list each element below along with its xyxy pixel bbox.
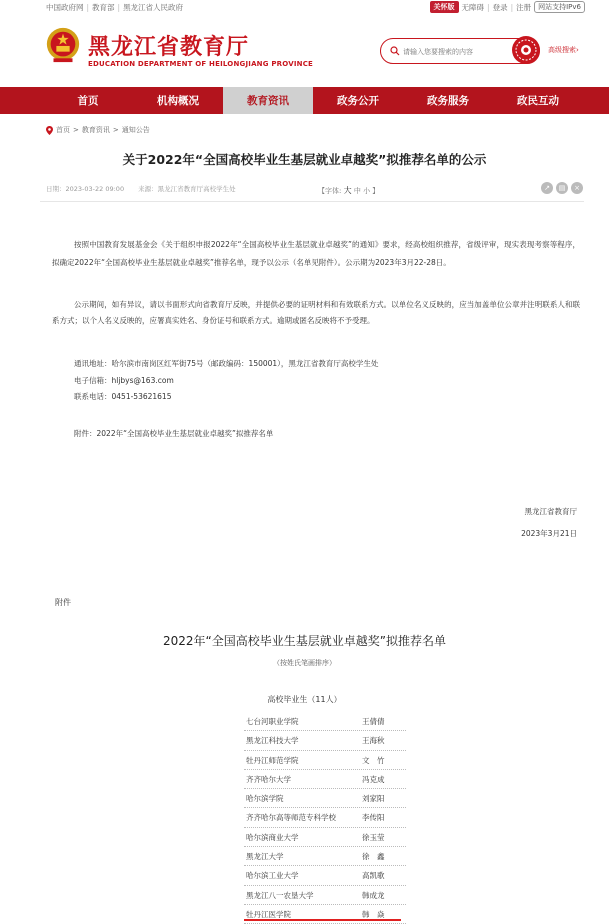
school-cell: 哈尔滨工业大学 xyxy=(246,871,299,881)
register-link[interactable]: 注册 xyxy=(516,2,532,12)
nav-item-services[interactable]: 政务服务 xyxy=(427,95,469,107)
attachment-note[interactable]: 附件：2022年“全国高校毕业生基层就业卓越奖”拟推荐名单 xyxy=(74,429,274,438)
attachment-label: 附件 xyxy=(55,598,71,607)
search-input[interactable] xyxy=(403,44,503,59)
name-cell: 文 竹 xyxy=(362,755,385,765)
site-title[interactable]: 黑龙江省教育厅 xyxy=(88,34,250,60)
chevron-right-icon: > xyxy=(112,126,119,134)
nav-item-gov-affairs[interactable]: 政务公开 xyxy=(337,95,379,107)
contact-address: 通讯地址：哈尔滨市南岗区红军街75号（邮政编码：150001），黑龙江省教育厅高校学生处 xyxy=(74,359,379,368)
site-title-en: EDUCATION DEPARTMENT OF HEILONGJIANG PROVINCE xyxy=(88,60,314,68)
table-row xyxy=(244,808,406,827)
location-pin-icon xyxy=(46,126,53,135)
accessibility-link[interactable]: 无障碍 xyxy=(461,2,485,12)
name-cell: 王倩倩 xyxy=(362,717,385,726)
search-button-icon[interactable] xyxy=(511,35,541,65)
article-paragraph-1: 按照中国教育发展基金会《关于组织申报2022年“全国高校毕业生基层就业卓越奖”的通知》要求，经高校组织推荐，省级评审，现实表现考察等程序，拟确定2022年“全国高校毕业生基层就业卓越奖”推荐名单，现予以公示（名单见附件）。公示期为2023年3月22-28日。 xyxy=(52,240,580,267)
nav-item-interaction[interactable]: 政民互动 xyxy=(517,95,559,107)
search-icon xyxy=(390,46,400,56)
top-right-tools: 关怀版 无障碍 | 登录 | 注册 网站支持IPv6 xyxy=(430,0,585,14)
name-cell: 冯克成 xyxy=(362,774,385,784)
nominee-table xyxy=(244,712,406,924)
table-row xyxy=(244,886,406,905)
contact-info xyxy=(74,356,602,406)
table-row xyxy=(244,847,406,866)
breadcrumb-home[interactable]: 首页 xyxy=(56,126,70,134)
attachment-subtitle: （按姓氏笔画排序） xyxy=(273,659,336,667)
chevron-right-icon: > xyxy=(73,126,79,134)
divider xyxy=(40,201,584,202)
close-icon[interactable]: × xyxy=(571,182,583,194)
attachment-title: 2022年“全国高校毕业生基层就业卓越奖”拟推荐名单 xyxy=(163,634,446,648)
breadcrumb xyxy=(46,125,150,135)
sign-date: 2023年3月21日 xyxy=(521,529,577,538)
highlight-underline xyxy=(244,919,401,921)
table-row xyxy=(244,866,406,885)
name-cell: 徐玉莹 xyxy=(362,832,385,842)
school-cell: 牡丹江师范学院 xyxy=(246,755,299,765)
nav-item-news[interactable]: 教育资讯 xyxy=(223,87,313,114)
name-cell: 刘家阳 xyxy=(362,794,385,804)
article-title: 关于2022年“全国高校毕业生基层就业卓越奖”拟推荐名单的公示 xyxy=(122,152,487,167)
school-cell: 黑龙江科技大学 xyxy=(246,736,299,746)
name-cell: 李传阳 xyxy=(362,813,385,823)
school-cell: 哈尔滨商业大学 xyxy=(246,832,299,842)
group-title: 高校毕业生（11人） xyxy=(267,695,342,704)
school-cell: 齐齐哈尔大学 xyxy=(246,774,291,784)
table-row xyxy=(244,751,406,770)
school-cell: 黑龙江大学 xyxy=(246,852,284,862)
article-source: 来源：黑龙江省教育厅高校学生处 xyxy=(138,185,236,193)
nav-item-home[interactable]: 首页 xyxy=(77,95,99,107)
table-row xyxy=(244,905,406,924)
table-row xyxy=(244,828,406,847)
link-hlj-gov[interactable]: 黑龙江省人民政府 xyxy=(123,3,184,12)
article-meta xyxy=(46,184,236,193)
name-cell: 徐 鑫 xyxy=(362,852,385,862)
national-emblem-icon xyxy=(44,26,82,64)
ipv6-badge: 网站支持IPv6 xyxy=(534,1,585,13)
font-size-medium[interactable]: 中 xyxy=(353,187,361,195)
font-size-small[interactable]: 小 xyxy=(363,187,371,195)
breadcrumb-news[interactable]: 教育资讯 xyxy=(81,126,110,134)
link-moe[interactable]: 教育部 xyxy=(92,3,115,12)
school-cell: 哈尔滨学院 xyxy=(246,794,284,804)
print-icon[interactable]: ▤ xyxy=(556,182,568,194)
table-row xyxy=(244,712,406,731)
article-tools xyxy=(541,182,583,194)
name-cell: 高凯歌 xyxy=(362,871,385,881)
font-size-switcher: 【字体: 大 中 小 】 xyxy=(318,186,380,195)
table-row xyxy=(244,731,406,750)
login-link[interactable]: 登录 xyxy=(492,2,508,12)
article-date: 日期：2023-03-22 09:00 xyxy=(46,185,125,193)
font-size-large[interactable]: 大 xyxy=(343,186,352,195)
table-row xyxy=(244,770,406,789)
contact-email[interactable]: 电子信箱：hljbys@163.com xyxy=(74,375,174,385)
name-cell: 韩 焱 xyxy=(362,909,385,919)
breadcrumb-notice[interactable]: 通知公告 xyxy=(121,126,150,134)
contact-phone: 联系电话：0451-53621615 xyxy=(74,392,172,401)
search-box xyxy=(380,38,540,64)
share-icon[interactable]: ↗ xyxy=(541,182,553,194)
school-cell: 黑龙江八一农垦大学 xyxy=(246,890,314,900)
top-utility-bar xyxy=(0,0,609,14)
name-cell: 韩成龙 xyxy=(362,890,385,900)
school-cell: 牡丹江医学院 xyxy=(246,909,291,919)
signer: 黑龙江省教育厅 xyxy=(524,507,577,516)
external-links: 中国政府网 | 教育部 | 黑龙江省人民政府 xyxy=(46,3,184,12)
school-cell: 七台河职业学院 xyxy=(246,717,299,726)
site-header xyxy=(0,18,609,80)
table-row xyxy=(244,789,406,808)
advanced-search-link[interactable]: 高级搜索› xyxy=(548,46,579,54)
chevron-right-icon: › xyxy=(576,46,579,54)
article-paragraph-2: 公示期间，如有异议，请以书面形式向省教育厅反映，并提供必要的证明材料和有效联系方式。以单位名义反映的，应当加盖单位公章并注明联系人和联系方式；以个人名义反映的，应署真实姓名、身份证号和联系方式。逾期或匿名反映将不予受理。 xyxy=(52,300,580,325)
name-cell: 王海秋 xyxy=(362,736,385,746)
school-cell: 齐齐哈尔高等师范专科学校 xyxy=(246,813,336,823)
main-nav xyxy=(0,87,609,114)
nav-item-about[interactable]: 机构概况 xyxy=(157,95,199,107)
link-gov-cn[interactable]: 中国政府网 xyxy=(46,3,84,12)
care-mode-button[interactable]: 关怀版 xyxy=(430,1,459,13)
